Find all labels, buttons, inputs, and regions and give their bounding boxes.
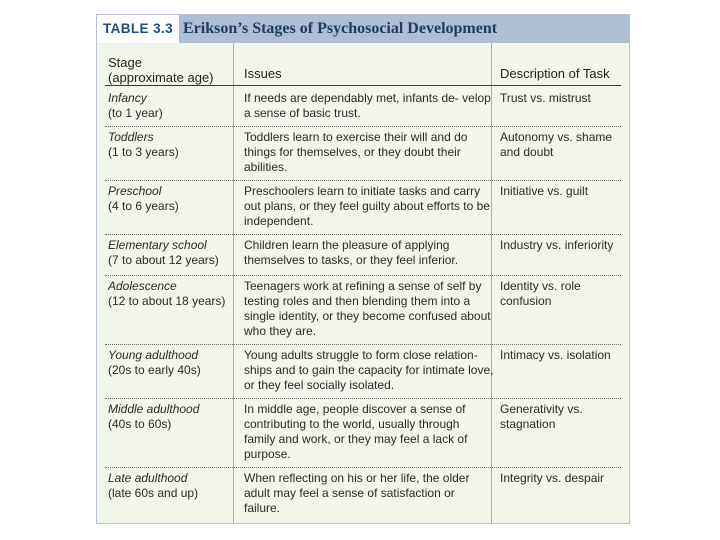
stage-cell	[108, 91, 236, 121]
stage-age: (late 60s and up)	[108, 486, 199, 500]
erikson-table	[96, 14, 630, 524]
stage-age: (20s to early 40s)	[108, 363, 201, 377]
stage-cell	[108, 348, 236, 378]
stage-age: (7 to about 12 years)	[108, 253, 219, 267]
header-issues: Issues	[244, 66, 282, 81]
stage-name: Young adulthood	[108, 348, 199, 362]
row-divider	[105, 398, 621, 399]
issues-cell: Toddlers learn to exercise their will and do things for themselves, or they doubt their abilities.	[244, 130, 468, 174]
header-rule	[105, 85, 621, 86]
stage-cell	[108, 402, 236, 432]
task-cell: Autonomy vs. shame and doubt	[500, 130, 613, 159]
task-cell: Intimacy vs. isolation	[500, 348, 611, 362]
stage-name: Preschool	[108, 184, 162, 198]
row-divider	[105, 234, 621, 235]
stage-cell	[108, 184, 236, 214]
stage-name: Elementary school	[108, 238, 207, 252]
issues-cell: Children learn the pleasure of applying themselves to tasks, or they feel inferior.	[244, 238, 459, 267]
stage-cell	[108, 238, 236, 268]
stage-cell	[108, 279, 236, 309]
stage-age: (12 to about 18 years)	[108, 294, 226, 308]
issues-cell: Teenagers work at refining a sense of self by testing roles and then blending them into a single identity, or they become confused about who they are.	[244, 279, 491, 338]
table-title-bar	[97, 15, 629, 43]
stage-name: Infancy	[108, 91, 147, 105]
table-title: Erikson’s Stages of Psychosocial Development	[183, 20, 498, 37]
stage-name: Middle adulthood	[108, 402, 200, 416]
header-stage-line2: (approximate age)	[108, 70, 214, 85]
task-cell: Trust vs. mistrust	[500, 91, 591, 105]
header-stage	[108, 55, 214, 85]
stage-age: (4 to 6 years)	[108, 199, 179, 213]
header-stage-line1: Stage	[108, 55, 142, 70]
stage-age: (40s to 60s)	[108, 417, 172, 431]
issues-cell: If needs are dependably met, infants de- velop a sense of basic trust.	[244, 91, 491, 120]
issues-cell: When reflecting on his or her life, the older adult may feel a sense of satisfaction or failure.	[244, 471, 470, 515]
stage-name: Adolescence	[108, 279, 177, 293]
row-divider	[105, 180, 621, 181]
issues-cell: In middle age, people discover a sense of contributing to the world, usually through family and work, or they may feel a lack of purpose.	[244, 402, 468, 461]
issues-cell: Young adults struggle to form close relation- ships and to gain the capacity for intimate love, or they feel socially isolated.	[244, 348, 494, 392]
stage-age: (to 1 year)	[108, 106, 163, 120]
row-divider	[105, 275, 621, 276]
task-cell: Identity vs. role confusion	[500, 279, 581, 308]
issues-cell: Preschoolers learn to initiate tasks and carry out plans, or they feel guilty about efforts to be independent.	[244, 184, 490, 228]
task-cell: Integrity vs. despair	[500, 471, 605, 485]
table-number-label: TABLE 3.3	[97, 15, 179, 43]
stage-name: Toddlers	[108, 130, 154, 144]
stage-cell	[108, 130, 236, 160]
row-divider	[105, 126, 621, 127]
task-cell: Industry vs. inferiority	[500, 238, 614, 252]
row-divider	[105, 467, 621, 468]
task-cell: Generativity vs. stagnation	[500, 402, 583, 431]
stage-cell	[108, 471, 236, 501]
header-task: Description of Task	[500, 66, 610, 81]
row-divider	[105, 344, 621, 345]
task-cell: Initiative vs. guilt	[500, 184, 589, 198]
stage-age: (1 to 3 years)	[108, 145, 179, 159]
stage-name: Late adulthood	[108, 471, 188, 485]
